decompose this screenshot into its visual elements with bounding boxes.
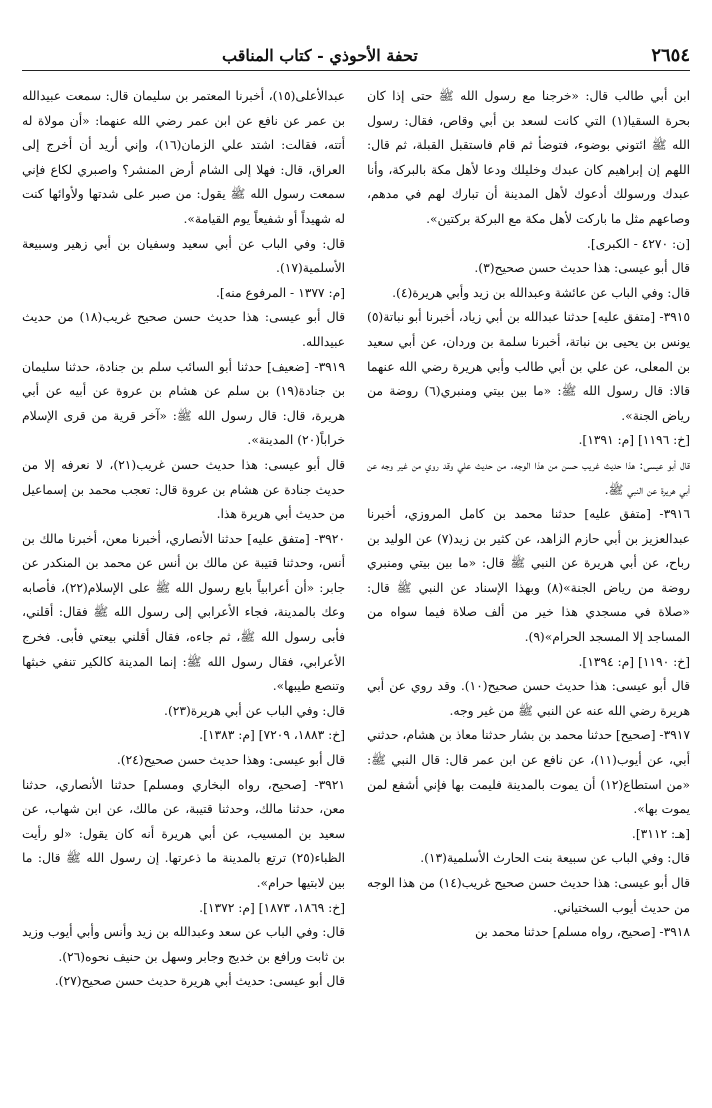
- paragraph: قال: وفي الباب عن سعد وعبدالله بن زيد وأنس وأبي أيوب وزيد بن ثابت ورافع بن خديج وجابر وسهل بن حنيف نحوه(٢٦).: [22, 925, 345, 964]
- paragraph: قال أبو عيسى: هذا حديث حسن صحيح(١٠). وقد روي عن أبي هريرة رضي الله عنه عن النبي ﷺ من غير وجه.: [367, 679, 690, 718]
- hadith-paragraph: ٣٩١٦- [متفق عليه] حدثنا محمد بن كامل المروزي، أخبرنا عبدالعزيز بن أبي حازم الزاهد، عن كثير بن زيد(٧) عن الوليد بن رباح، عن أبي هريرة عن النبي ﷺ قال: «ما بين بيتي ومنبري روضة من رياض الجنة»(٨) وبهذا الإسناد عن النبي ﷺ قال: «صلاة في مسجدي هذا خير من ألف صلاة فيما سواه من المساجد إلا المسجد الحرام»(٩).: [367, 507, 690, 645]
- reference-line: [م: ١٣٧٧ - المرفوع منه].: [216, 285, 345, 300]
- paragraph: قال أبو عيسى: وهذا حديث حسن صحيح(٢٤).: [116, 753, 345, 768]
- left-column: [22, 84, 345, 1092]
- reference-line: [خ: ١٨٦٩، ١٨٧٣] [م: ١٣٧٢].: [199, 900, 345, 915]
- paragraph: قال أبو عيسى: هذا حديث حسن صحيح غريب(١٨) من حديث عبيدالله.: [22, 310, 345, 349]
- hadith-paragraph: ٣٩١٨- [صحيح، رواه مسلم] حدثنا محمد بن: [475, 925, 690, 940]
- reference-line: [خ: ١٨٨٣، ٧٢٠٩] [م: ١٣٨٣].: [199, 728, 345, 743]
- reference-line: [هـ: ٣١١٢].: [631, 826, 690, 841]
- paragraph: قال أبو عيسى: هذا حديث حسن غريب(٢١)، لا نعرفه إلا من حديث جنادة عن هشام بن عروة قال: تعجب محمد بن إسماعيل من حديث أبي هريرة هذا.: [22, 457, 345, 522]
- paragraph: قال أبو عيسى: حديث أبي هريرة حديث حسن صحيح(٢٧).: [54, 974, 345, 989]
- paragraph: قال أبو عيسى: هذا حديث حسن صحيح(٣).: [474, 261, 690, 276]
- paragraph: قال: وفي الباب عن سبيعة بنت الحارث الأسلمية(١٣).: [420, 851, 690, 866]
- paragraph: قال: وفي الباب عن أبي سعيد وسفيان بن أبي زهير وسبيعة الأسلمية(١٧).: [22, 236, 345, 276]
- hadith-paragraph: عبدالأعلى(١٥)، أخبرنا المعتمر بن سليمان قال: سمعت عبيدالله بن عمر عن نافع عن ابن عمر رضي الله عنهما: «أن مولاة له أتته، فقالت: اشتد علي الزمان(١٦)، وإني أريد أن أخرج إلى العراق، قال: فهلا إلى الشام أرض المنشر؟ واصبري لكاع فإني سمعت رسول الله ﷺ يقول: من صبر على شدتها ولأوائها كنت له شهيداً أو شفيعاً يوم القيامة».: [22, 89, 345, 226]
- paragraph: قال أبو عيسى: هذا حديث حسن صحيح غريب(١٤) من هذا الوجه من حديث أيوب السختياني.: [367, 876, 690, 915]
- text-columns: [22, 84, 690, 1092]
- paragraph: ابن أبي طالب قال: «خرجنا مع رسول الله ﷺ حتى إذا كان بحرة السقيا(١) التي كانت لسعد بن أبي وقاص، فقال: رسول الله ﷺ ائتوني بوضوء، فتوضأ ثم قام فاستقبل القبلة، ثم قال: اللهم إن إبراهيم كان عبدك وخليلك ودعا لأهل مكة بالبركة، وأنا عبدك ورسولك أدعوك لأهل المدينة أن تبارك لهم في مدهم، وصاعهم مثل ما باركت لأهل مكة مع البركة بركتين».: [367, 89, 690, 226]
- hadith-paragraph: ٣٩١٧- [صحيح] حدثنا محمد بن بشار حدثنا معاذ بن هشام، حدثني أبي، عن أيوب(١١)، عن نافع عن ابن عمر قال: قال النبي ﷺ: «من استطاع(١٢) أن يموت بالمدينة فليمت بها فإني أشفع لمن يموت بها».: [367, 728, 690, 817]
- right-column: [367, 84, 690, 1092]
- hadith-paragraph: ٣٩٢٠- [متفق عليه] حدثنا الأنصاري، أخبرنا معن، أخبرنا مالك بن أنس، وحدثنا قتيبة عن مالك بن أنس عن محمد بن المنكدر عن جابر: «أن أعرابياً بايع رسول الله ﷺ على الإسلام(٢٢)، فأصابه وعك بالمدينة، فجاء الأعرابي إلى رسول الله ﷺ فقال: أقلني، فأبى رسول الله ﷺ، ثم جاءه، فقال أقلني بيعتي فأبى. فخرج الأعرابي، فقال رسول الله ﷺ: إنما المدينة كالكير تنفي خبثها وتنصع طيبها».: [22, 531, 345, 694]
- page-number: ٢٦٥٤: [651, 44, 690, 66]
- paragraph: قال: وفي الباب عن أبي هريرة(٢٣).: [164, 703, 345, 718]
- page-header: [22, 40, 690, 71]
- hadith-paragraph: ٣٩١٥- [متفق عليه] حدثنا عبدالله بن أبي زياد، أخبرنا أبو نباتة(٥) يونس بن يحيى بن نباتة، أخبرنا سلمة بن وردان، عن أبي سعيد بن المعلى، عن علي بن أبي طالب وأبي هريرة رضي الله عنهما قالا: قال رسول الله ﷺ: «ما بين بيتي ومنبري(٦) روضة من رياض الجنة».: [367, 310, 690, 423]
- running-title: تحفة الأحوذي - كتاب المناقب: [222, 45, 418, 65]
- paragraph: قال أبو عيسى: هذا حديث غريب حسن من هذا الوجه. من حديث علي وقد روي من غير وجه عن أبي هريرة عن النبي ﷺ.: [367, 457, 690, 497]
- hadith-paragraph: ٣٩١٩- [ضعيف] حدثنا أبو السائب سلم بن جنادة، حدثنا سليمان بن جنادة(١٩) بن سلم عن هشام بن عروة عن أبيه عن أبي هريرة، قال: قال رسول الله ﷺ: «آخر قرية من قرى الإسلام خراباً(٢٠) المدينة».: [22, 359, 345, 448]
- reference-line: [خ: ١١٩٦] [م: ١٣٩١].: [578, 433, 690, 448]
- paragraph: قال: وفي الباب عن عائشة وعبدالله بن زيد وأبي هريرة(٤).: [392, 285, 690, 300]
- reference-line: [خ: ١١٩٠] [م: ١٣٩٤].: [578, 654, 690, 669]
- hadith-paragraph: ٣٩٢١- [صحيح، رواه البخاري ومسلم] حدثنا الأنصاري، حدثنا معن، حدثنا مالك، وحدثنا قتيبة، عن مالك، عن ابن شهاب، عن سعيد بن المسيب، عن أبي هريرة أنه كان يقول: «لو رأيت الظباء(٢٥) ترتع بالمدينة ما ذعرتها. إن رسول الله ﷺ قال: ما بين لابتيها حرام».: [22, 777, 345, 890]
- reference-line: [ن: ٤٢٧٠ - الكبرى].: [586, 236, 690, 251]
